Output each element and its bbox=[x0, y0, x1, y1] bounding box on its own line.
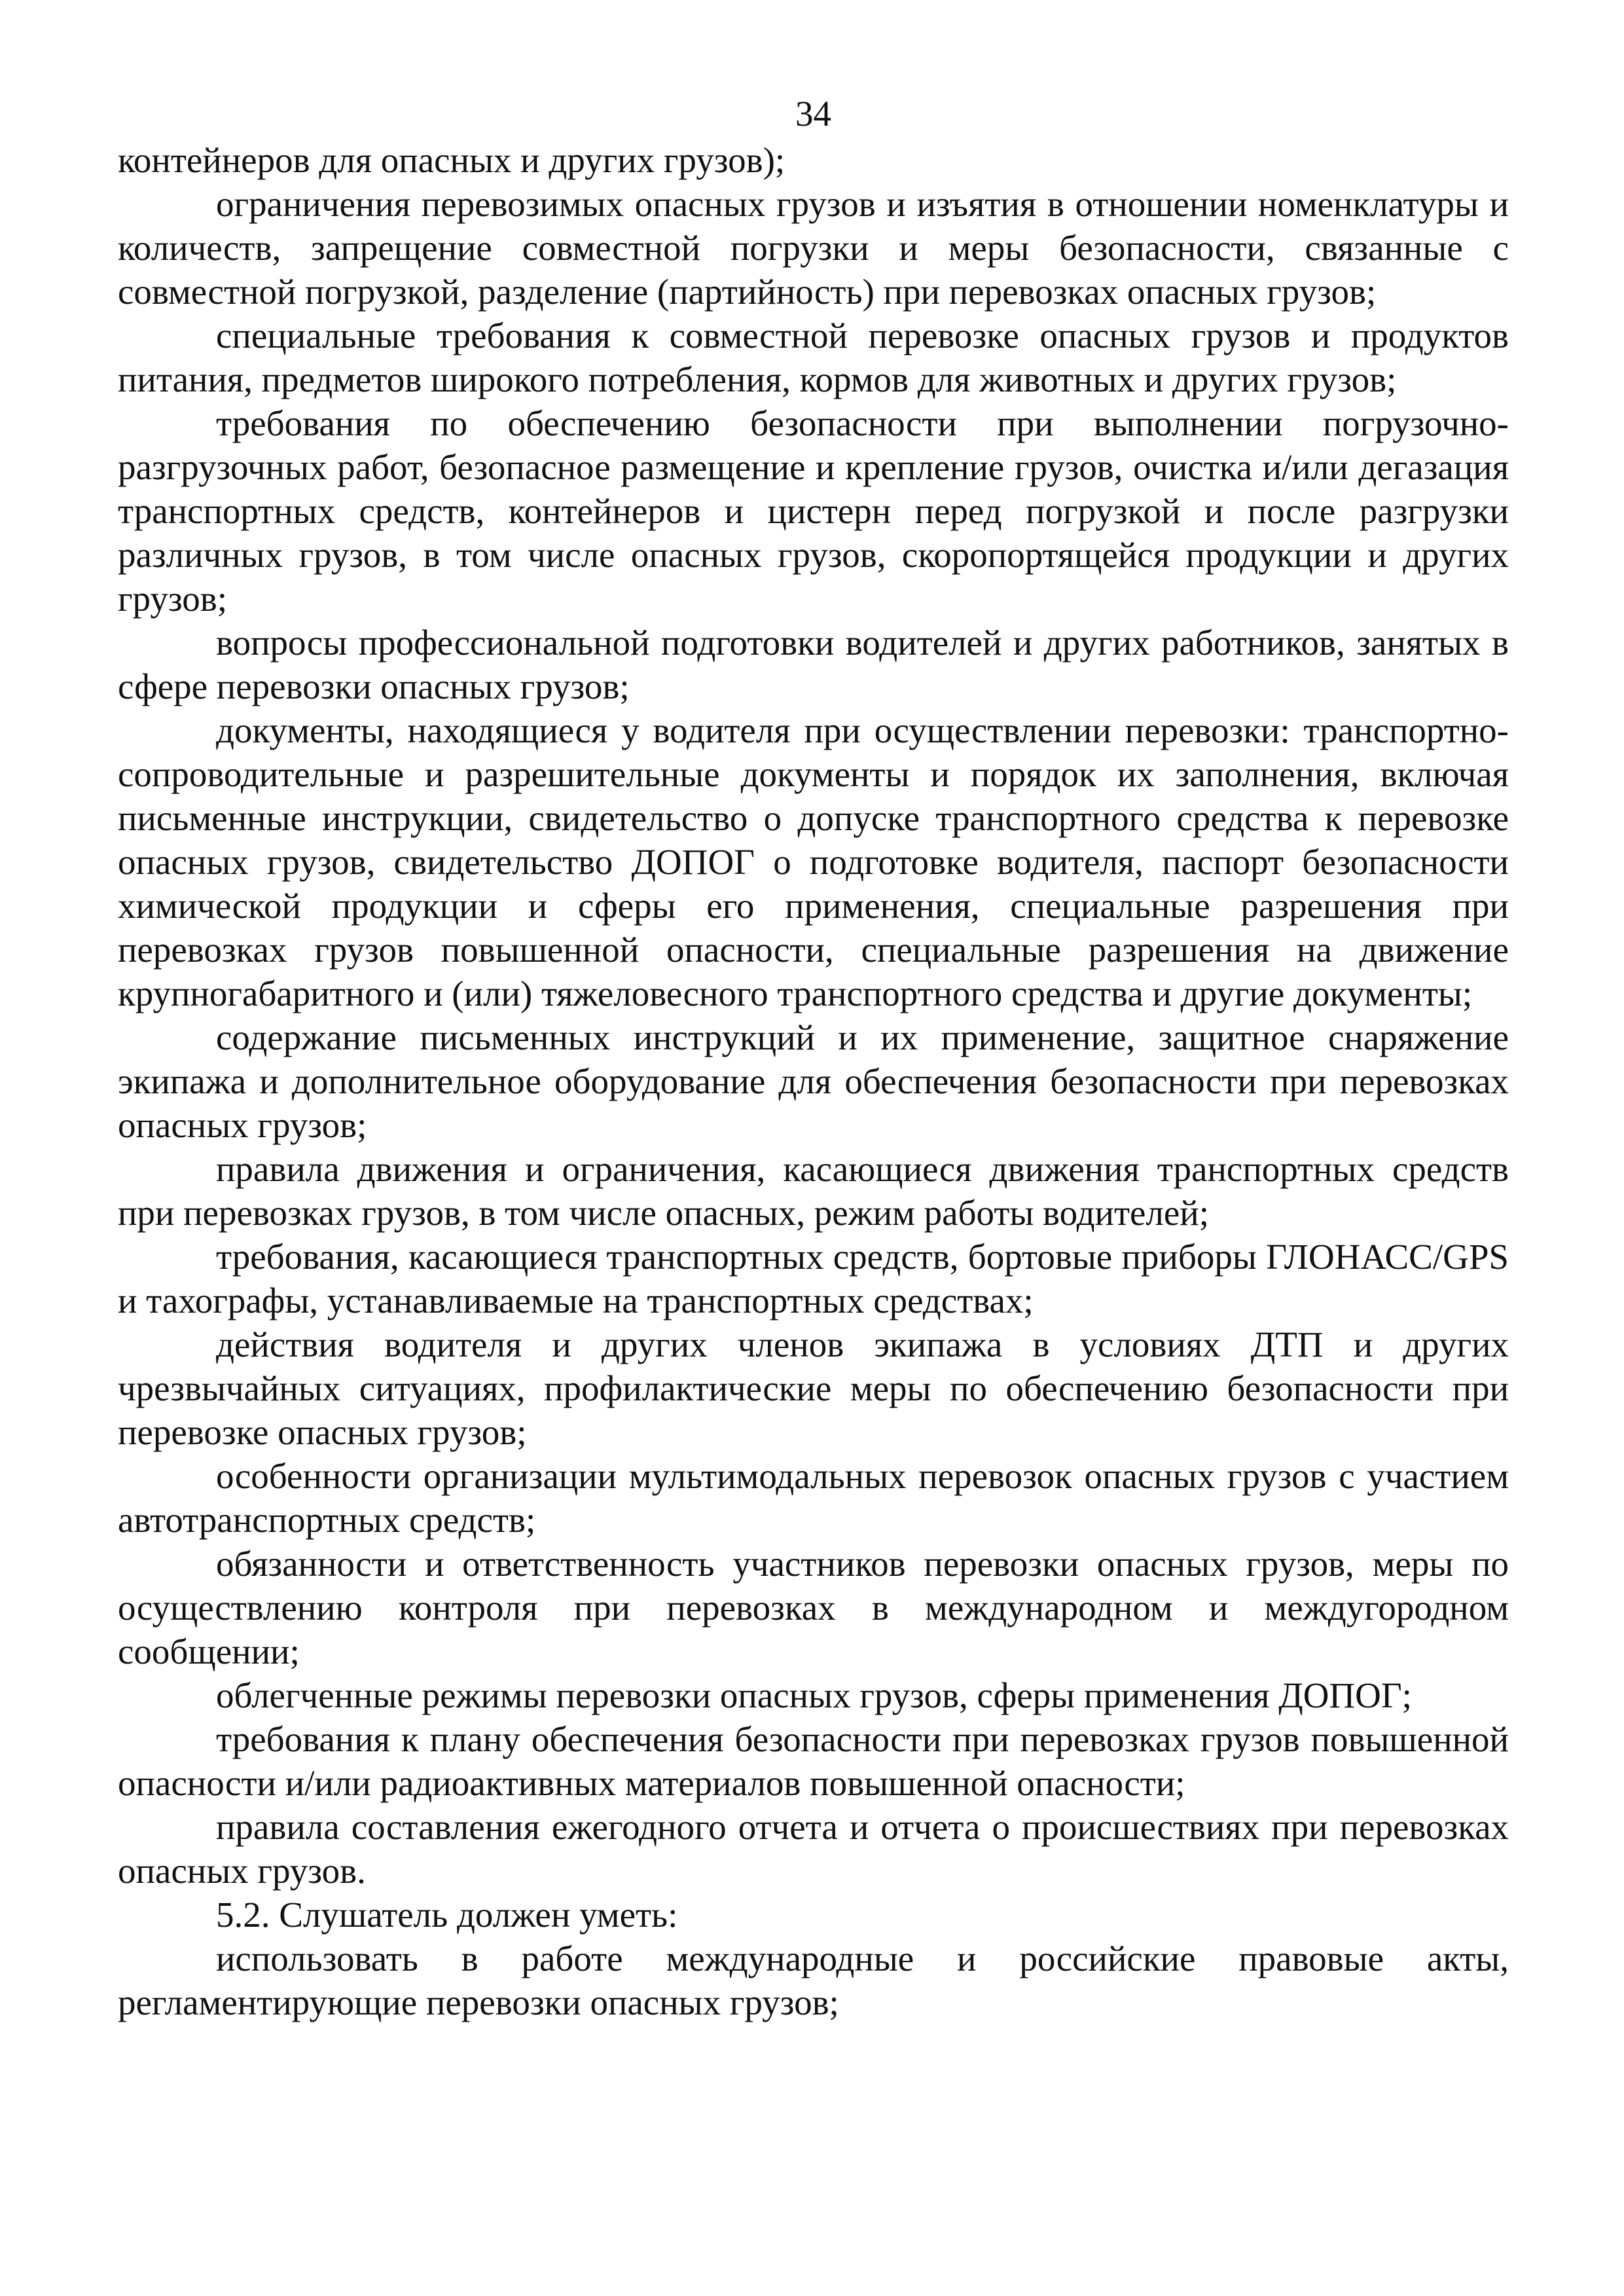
paragraph: требования по обеспечению безопасности при выполнении погрузочно-разгрузочных работ, безопасное размещение и крепление грузов, очистка и/или дегазация транспортных средств, контейнеров и цистерн перед погрузкой и после разгрузки различных грузов, в том числе опасных грузов, скоропортящейся продукции и других грузов; bbox=[118, 403, 1509, 619]
paragraph: специальные требования к совместной перевозке опасных грузов и продуктов питания, предметов широкого потребления, кормов для животных и других грузов; bbox=[118, 316, 1509, 399]
paragraph: вопросы профессиональной подготовки водителей и других работников, занятых в сфере перевозки опасных грузов; bbox=[118, 623, 1509, 706]
paragraph: обязанности и ответственность участников перевозки опасных грузов, меры по осуществлению контроля при перевозках в международном и междугородном сообщении; bbox=[118, 1544, 1509, 1671]
paragraph: правила составления ежегодного отчета и отчета о происшествиях при перевозках опасных грузов. bbox=[118, 1807, 1509, 1891]
paragraph: документы, находящиеся у водителя при осуществлении перевозки: транспортно-сопроводительные и разрешительные документы и порядок их заполнения, включая письменные инструкции, свидетельство о допуске транспортного средства к перевозке опасных грузов, свидетельство ДОПОГ о подготовке водителя, паспорт безопасности химической продукции и сферы его применения, специальные разрешения при перевозках грузов повышенной опасности, специальные разрешения на движение крупногабаритного и (или) тяжеловесного транспортного средства и другие документы; bbox=[118, 710, 1509, 1013]
paragraph: требования, касающиеся транспортных средств, бортовые приборы ГЛОНАСС/GPS и тахографы, устанавливаемые на транспортных средствах; bbox=[118, 1237, 1509, 1321]
paragraph: ограничения перевозимых опасных грузов и изъятия в отношении номенклатуры и количеств, запрещение совместной погрузки и меры безопасности, связанные с совместной погрузкой, разделение (партийность) при перевозках опасных грузов; bbox=[118, 184, 1509, 312]
page-number: 34 bbox=[795, 94, 831, 134]
paragraph: действия водителя и других членов экипажа в условиях ДТП и других чрезвычайных ситуациях, профилактические меры по обеспечению безопасности при перевозке опасных грузов; bbox=[118, 1324, 1509, 1452]
document-page bbox=[118, 92, 1509, 2024]
paragraph: контейнеров для опасных и других грузов); bbox=[118, 140, 785, 180]
paragraph: содержание письменных инструкций и их применение, защитное снаряжение экипажа и дополнительное оборудование для обеспечения безопасности при перевозках опасных грузов; bbox=[118, 1017, 1509, 1145]
paragraph: облегченные режимы перевозки опасных грузов, сферы применения ДОПОГ; bbox=[216, 1675, 1412, 1715]
section-heading: 5.2. Слушатель должен уметь: bbox=[216, 1895, 678, 1935]
paragraph: требования к плану обеспечения безопасности при перевозках грузов повышенной опасности и/или радиоактивных материалов повышенной опасности; bbox=[118, 1719, 1509, 1803]
paragraph: правила движения и ограничения, касающиеся движения транспортных средств при перевозках грузов, в том числе опасных, режим работы водителей; bbox=[118, 1149, 1509, 1233]
paragraph: особенности организации мультимодальных перевозок опасных грузов с участием автотранспортных средств; bbox=[118, 1456, 1509, 1540]
paragraph: использовать в работе международные и российские правовые акты, регламентирующие перевозки опасных грузов; bbox=[118, 1939, 1509, 2022]
